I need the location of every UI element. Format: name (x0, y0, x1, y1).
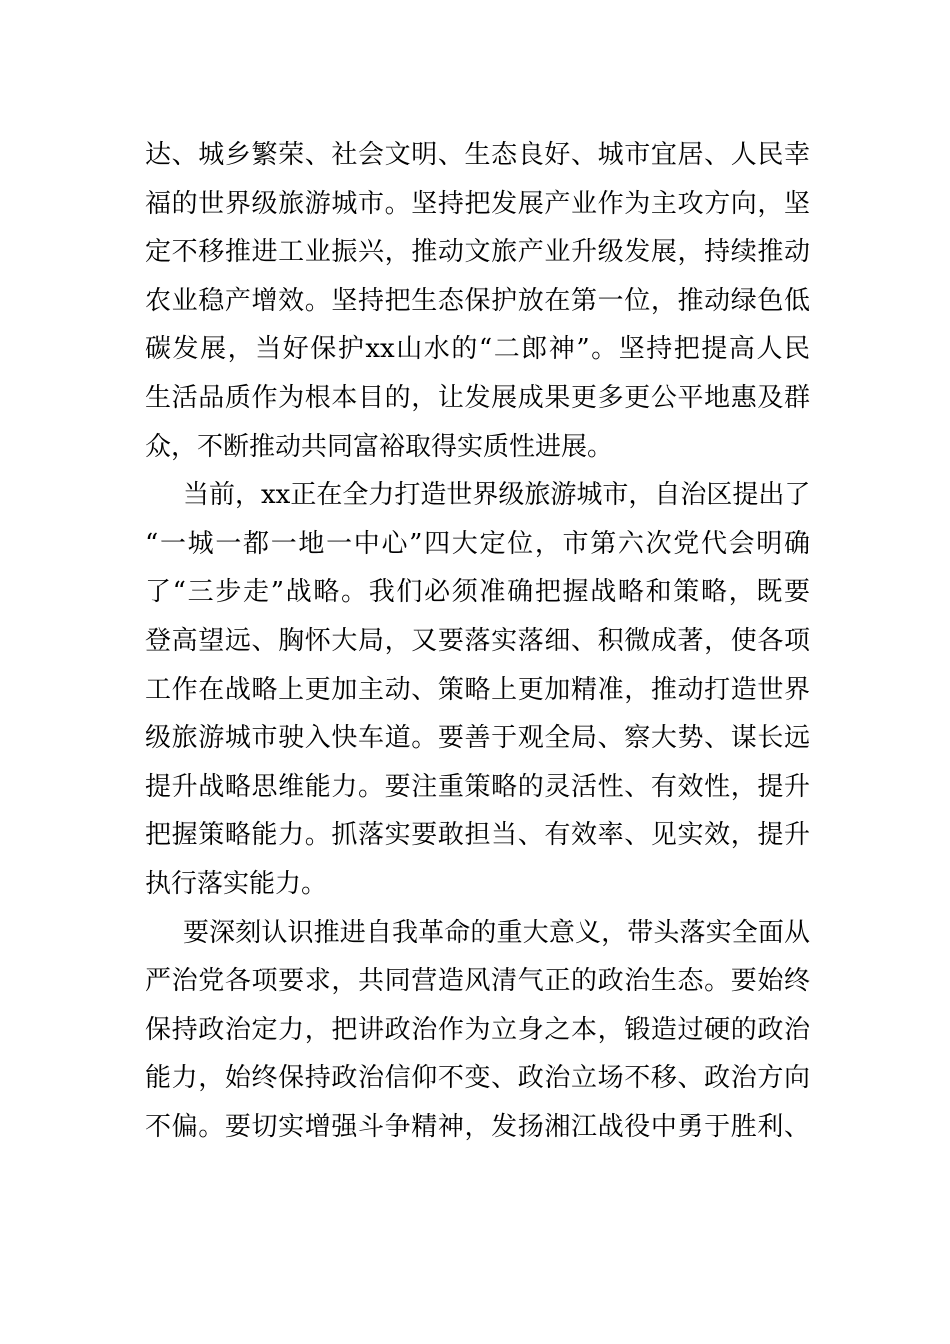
text-line: 严治党各项要求，共同营造风清气正的政治生态。要始终 (145, 966, 810, 997)
paragraph-2 (145, 471, 810, 908)
text-line: 把握策略能力。抓落实要敢担当、有效率、见实效，提升 (145, 820, 810, 851)
text-line: 级旅游城市驶入快车道。要善于观全局、察大势、谋长远 (145, 723, 810, 754)
text-line: “一城一都一地一中心”四大定位，市第六次党代会明确 (145, 528, 810, 559)
text-line: 碳发展，当好保护xx山水的“二郎神”。坚持把提高人民 (145, 334, 810, 365)
paragraph-1 (145, 131, 810, 471)
text-line: 生活品质作为根本目的，让发展成果更多更公平地惠及群 (145, 382, 810, 413)
paragraph-3 (145, 909, 810, 1152)
text-line: 工作在战略上更加主动、策略上更加精准，推动打造世界 (145, 674, 810, 705)
text-line: 达、城乡繁荣、社会文明、生态良好、城市宜居、人民幸 (145, 140, 810, 170)
document-body (145, 131, 810, 1151)
text-line: 登高望远、胸怀大局，又要落实落细、积微成著，使各项 (145, 625, 810, 656)
text-line: 农业稳产增效。坚持把生态保护放在第一位，推动绿色低 (145, 285, 810, 316)
text-line: 不偏。要切实增强斗争精神，发扬湘江战役中勇于胜利、 (145, 1111, 810, 1142)
text-line: 福的世界级旅游城市。坚持把发展产业作为主攻方向，坚 (145, 188, 810, 219)
text-line: 当前，xx正在全力打造世界级旅游城市，自治区提出了 (183, 480, 811, 511)
text-line: 保持政治定力，把讲政治作为立身之本，锻造过硬的政治 (145, 1014, 810, 1045)
text-line: 能力，始终保持政治信仰不变、政治立场不移、政治方向 (145, 1063, 810, 1094)
text-line: 执行落实能力。 (145, 868, 328, 899)
text-line: 要深刻认识推进自我革命的重大意义，带头落实全面从 (183, 917, 810, 948)
text-line: 众，不断推动共同富裕取得实质性进展。 (145, 431, 614, 462)
text-line: 了“三步走”战略。我们必须准确把握战略和策略，既要 (145, 577, 810, 608)
text-line: 定不移推进工业振兴，推动文旅产业升级发展，持续推动 (145, 237, 810, 268)
text-line: 提升战略思维能力。要注重策略的灵活性、有效性，提升 (145, 771, 810, 802)
